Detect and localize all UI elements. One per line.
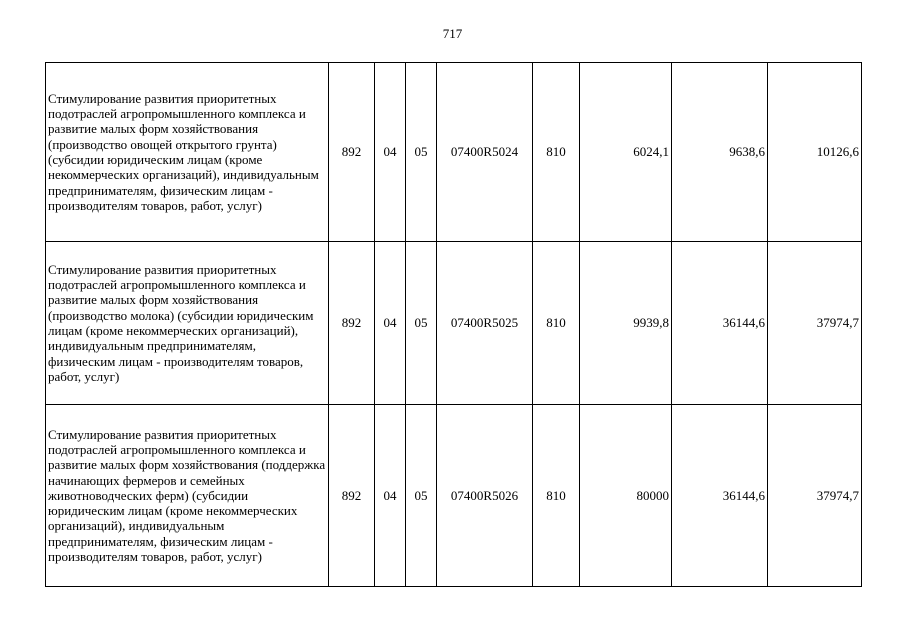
table-row [46, 405, 862, 587]
target-article-code: 07400R5026 [437, 405, 533, 587]
row-description: Стимулирование развития приоритетных подотраслей агропромышленного комплекса и развитие малых форм хозяйствования (производство овощей открытого грунта) (субсидии юридическим лицам (кроме некоммерческих организаций), индивидуальным предпринимателям, физическим лицам - производителям товаров, работ, услуг) [46, 63, 329, 242]
amount-2: 36144,6 [672, 242, 768, 405]
subsection-code: 05 [406, 63, 437, 242]
section-code: 04 [375, 242, 406, 405]
row-description: Стимулирование развития приоритетных подотраслей агропромышленного комплекса и развитие малых форм хозяйствования (производство молока) (субсидии юридическим лицам (кроме некоммерческих организаций), индивидуальным предпринимателям, физическим лицам - производителям товаров, работ, услуг) [46, 242, 329, 405]
expense-type-code: 810 [533, 63, 580, 242]
budget-table [45, 62, 862, 587]
target-article-code: 07400R5025 [437, 242, 533, 405]
table-row [46, 242, 862, 405]
amount-2: 36144,6 [672, 405, 768, 587]
amount-3: 10126,6 [768, 63, 862, 242]
expense-type-code: 810 [533, 405, 580, 587]
ministry-code: 892 [329, 63, 375, 242]
row-description: Стимулирование развития приоритетных подотраслей агропромышленного комплекса и развитие малых форм хозяйствования (поддержка начинающих фермеров и семейных животноводческих ферм) (субсидии юридическим лицам (кроме некоммерческих организаций), индивидуальным предпринимателям, физическим лицам - производителям товаров, работ, услуг) [46, 405, 329, 587]
page-number: 717 [442, 26, 463, 41]
amount-1: 9939,8 [580, 242, 672, 405]
ministry-code: 892 [329, 242, 375, 405]
expense-type-code: 810 [533, 242, 580, 405]
subsection-code: 05 [406, 405, 437, 587]
amount-1: 6024,1 [580, 63, 672, 242]
subsection-code: 05 [406, 242, 437, 405]
amount-1: 80000 [580, 405, 672, 587]
target-article-code: 07400R5024 [437, 63, 533, 242]
amount-3: 37974,7 [768, 405, 862, 587]
section-code: 04 [375, 405, 406, 587]
amount-2: 9638,6 [672, 63, 768, 242]
table-row [46, 63, 862, 242]
amount-3: 37974,7 [768, 242, 862, 405]
ministry-code: 892 [329, 405, 375, 587]
section-code: 04 [375, 63, 406, 242]
